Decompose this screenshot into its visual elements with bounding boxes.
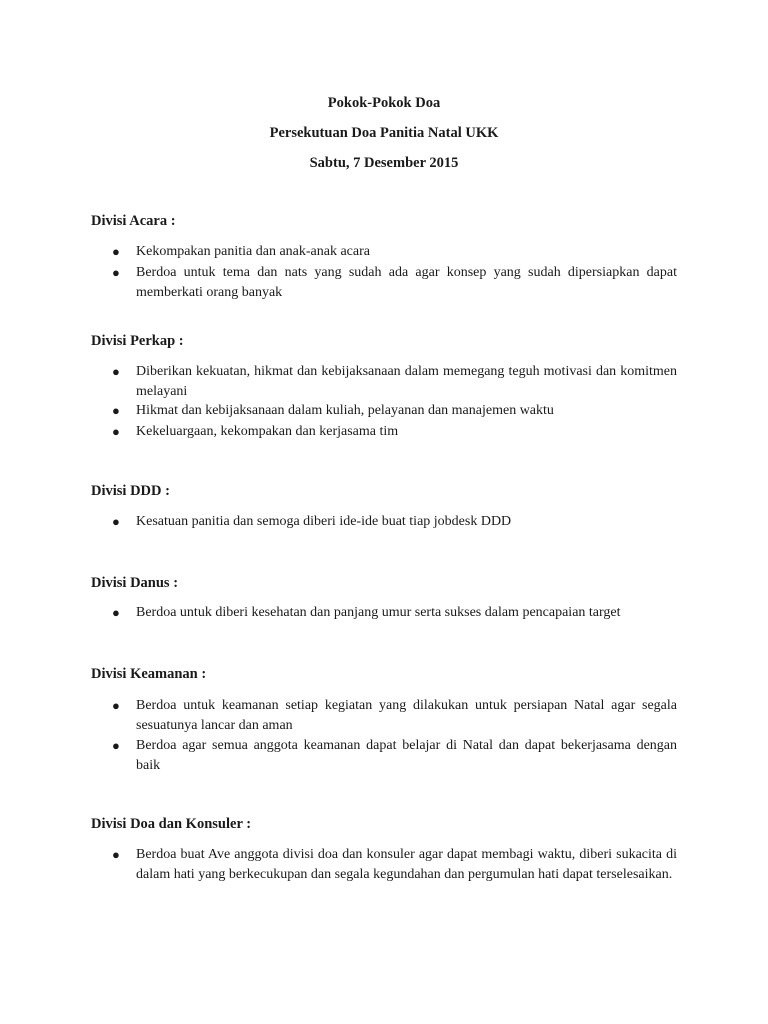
- section-heading-ddd: Divisi DDD :: [91, 483, 170, 499]
- list-item-text: Berdoa agar semua anggota keamanan dapat belajar di Natal dan dapat bekerjasama dengan baik: [136, 738, 677, 773]
- list-item: [112, 603, 677, 623]
- list-item-text: Berdoa untuk tema dan nats yang sudah ada agar konsep yang sudah dipersiapkan dapat memberkati orang banyak: [136, 265, 677, 300]
- list-item-text: Kesatuan panitia dan semoga diberi ide-ide buat tiap jobdesk DDD: [136, 514, 512, 529]
- list-item: [112, 362, 677, 402]
- section-heading-danus: Divisi Danus :: [91, 575, 179, 591]
- section-heading-doa-konsuler: Divisi Doa dan Konsuler :: [91, 816, 252, 832]
- section-heading-keamanan: Divisi Keamanan :: [91, 666, 207, 682]
- list-item: [112, 401, 677, 421]
- section-heading-acara: Divisi Acara :: [91, 213, 176, 229]
- list-item: [112, 242, 677, 262]
- bullet-icon: ●: [112, 424, 120, 439]
- list-item-text: Hikmat dan kebijaksanaan dalam kuliah, pelayanan dan manajemen waktu: [136, 403, 554, 418]
- list-item: [112, 512, 677, 532]
- list-item-text: Berdoa untuk diberi kesehatan dan panjang umur serta sukses dalam pencapaian target: [136, 605, 621, 620]
- list-item-text: Diberikan kekuatan, hikmat dan kebijaksanaan dalam memegang teguh motivasi dan komitmen melayani: [136, 364, 677, 399]
- list-item-text: Kekompakan panitia dan anak-anak acara: [136, 244, 370, 259]
- bullet-icon: ●: [112, 244, 120, 259]
- bullet-icon: ●: [112, 698, 120, 713]
- list-item: [112, 845, 677, 885]
- section-heading-perkap: Divisi Perkap :: [91, 333, 184, 349]
- list-item: [112, 736, 677, 776]
- bullet-icon: ●: [112, 847, 120, 862]
- document-date: Sabtu, 7 Desember 2015: [309, 155, 459, 171]
- bullet-icon: ●: [112, 738, 120, 753]
- bullet-icon: ●: [112, 403, 120, 418]
- document-title: Pokok-Pokok Doa: [327, 95, 441, 111]
- list-item: [112, 696, 677, 736]
- bullet-icon: ●: [112, 514, 120, 529]
- bullet-icon: ●: [112, 265, 120, 280]
- list-item-text: Berdoa buat Ave anggota divisi doa dan konsuler agar dapat membagi waktu, diberi sukacita di dalam hati yang berkecukupan dan segala kegundahan dan pergumulan hati dapat terselesaikan.: [136, 847, 677, 882]
- bullet-icon: ●: [112, 364, 120, 379]
- list-item: [112, 422, 677, 442]
- list-item: [112, 263, 677, 303]
- list-item-text: Berdoa untuk keamanan setiap kegiatan yang dilakukan untuk persiapan Natal agar segala sesuatunya lancar dan aman: [136, 698, 677, 733]
- document-subtitle: Persekutuan Doa Panitia Natal UKK: [269, 125, 499, 141]
- list-item-text: Kekeluargaan, kekompakan dan kerjasama tim: [136, 424, 399, 439]
- bullet-icon: ●: [112, 605, 120, 620]
